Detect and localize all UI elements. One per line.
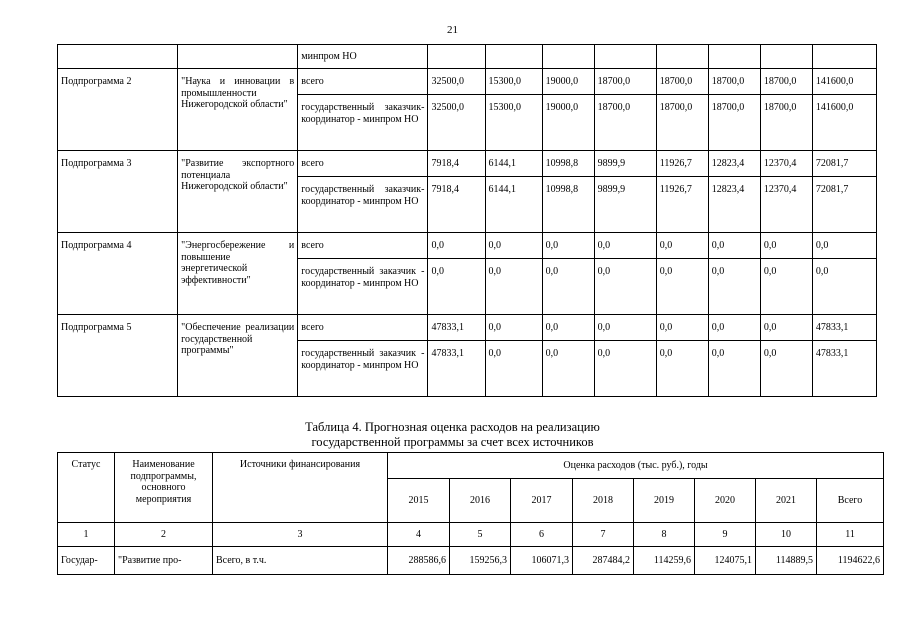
column-number: 7 — [573, 523, 634, 547]
header-status: Статус — [58, 453, 115, 523]
funding-value: 0,0 — [812, 259, 876, 315]
funding-value: 47833,1 — [428, 315, 485, 341]
funding-value: 0,0 — [428, 259, 485, 315]
funding-value: 15300,0 — [485, 69, 542, 95]
funding-value: 0,0 — [485, 259, 542, 315]
header-estimate: Оценка расходов (тыс. руб.), годы — [388, 453, 884, 479]
funding-value: 0,0 — [594, 341, 656, 397]
funding-source: всего — [298, 233, 428, 259]
funding-source: государственный заказчик-координатор - минпром НО — [298, 95, 428, 151]
funding-source: государственный заказчик - координатор - минпром НО — [298, 259, 428, 315]
funding-source: всего — [298, 69, 428, 95]
funding-value: 0,0 — [760, 233, 812, 259]
funding-value: 18700,0 — [656, 95, 708, 151]
column-number: 4 — [388, 523, 450, 547]
header-name: Наименование подпрограммы, основного мероприятия — [115, 453, 213, 523]
first-row-status: Государ- — [58, 547, 115, 575]
funding-value: 0,0 — [708, 315, 760, 341]
funding-value: 0,0 — [485, 341, 542, 397]
funding-value: 0,0 — [594, 259, 656, 315]
funding-source: государственный заказчик-координатор - минпром НО — [298, 177, 428, 233]
column-number: 8 — [634, 523, 695, 547]
funding-value: 18700,0 — [760, 95, 812, 151]
funding-value: 6144,1 — [485, 177, 542, 233]
funding-value: 18700,0 — [594, 95, 656, 151]
funding-value: 18700,0 — [708, 69, 760, 95]
funding-value: 0,0 — [708, 233, 760, 259]
funding-value: 32500,0 — [428, 95, 485, 151]
header-year: 2015 — [388, 479, 450, 523]
header-year: 2021 — [756, 479, 817, 523]
funding-value: 0,0 — [428, 233, 485, 259]
subprogram-status: Подпрограмма 5 — [58, 315, 178, 397]
table4-cost-estimate — [57, 452, 884, 575]
funding-value: 0,0 — [708, 259, 760, 315]
funding-value: 9899,9 — [594, 177, 656, 233]
column-number: 9 — [695, 523, 756, 547]
header-year: 2018 — [573, 479, 634, 523]
first-row-value: 106071,3 — [511, 547, 573, 575]
first-row-value: 159256,3 — [450, 547, 511, 575]
funding-value: 32500,0 — [428, 69, 485, 95]
header-year: 2017 — [511, 479, 573, 523]
first-row-value: 288586,6 — [388, 547, 450, 575]
funding-value: 18700,0 — [656, 69, 708, 95]
funding-value: 0,0 — [760, 259, 812, 315]
funding-value: 0,0 — [542, 341, 594, 397]
column-number: 11 — [817, 523, 884, 547]
funding-value: 18700,0 — [708, 95, 760, 151]
subprogram-status: Подпрограмма 2 — [58, 69, 178, 151]
first-row-value: 124075,1 — [695, 547, 756, 575]
table4-caption-line1: Таблица 4. Прогнозная оценка расходов на реализацию — [305, 420, 600, 434]
header-year: 2019 — [634, 479, 695, 523]
subprogram-total-row — [58, 315, 877, 341]
funding-value: 10998,8 — [542, 177, 594, 233]
funding-value: 72081,7 — [812, 151, 876, 177]
funding-value: 18700,0 — [760, 69, 812, 95]
column-number: 10 — [756, 523, 817, 547]
header-year: 2020 — [695, 479, 756, 523]
funding-value: 0,0 — [656, 341, 708, 397]
subprogram-name: "Обеспечение реализации государственной программы" — [178, 315, 298, 397]
funding-value: 11926,7 — [656, 177, 708, 233]
subprogram-status: Подпрограмма 4 — [58, 233, 178, 315]
subprogram-name: "Энергосбережение и повышение энергетической эффективности" — [178, 233, 298, 315]
funding-value: 0,0 — [656, 259, 708, 315]
header-year: Всего — [817, 479, 884, 523]
funding-value: 10998,8 — [542, 151, 594, 177]
funding-value: 0,0 — [656, 233, 708, 259]
column-number: 6 — [511, 523, 573, 547]
funding-value: 0,0 — [812, 233, 876, 259]
program-funding-table — [57, 44, 877, 397]
funding-value: 0,0 — [485, 233, 542, 259]
funding-value: 0,0 — [760, 315, 812, 341]
funding-value: 0,0 — [542, 233, 594, 259]
subprogram-total-row — [58, 69, 877, 95]
subprogram-name: "Развитие экспортного потенциала Нижегородской области" — [178, 151, 298, 233]
column-number: 5 — [450, 523, 511, 547]
header-sources: Источники финансирования — [213, 453, 388, 523]
funding-source: всего — [298, 151, 428, 177]
funding-value: 0,0 — [594, 233, 656, 259]
first-row-value: 114889,5 — [756, 547, 817, 575]
funding-value: 0,0 — [485, 315, 542, 341]
subprogram-name: "Наука и инновации в промышленности Нижегородской области" — [178, 69, 298, 151]
funding-value: 0,0 — [594, 315, 656, 341]
funding-value: 0,0 — [760, 341, 812, 397]
header-year: 2016 — [450, 479, 511, 523]
carry-over-row — [58, 45, 877, 69]
funding-value: 18700,0 — [594, 69, 656, 95]
funding-value: 7918,4 — [428, 151, 485, 177]
table4-caption-line2: государственной программы за счет всех источников — [311, 435, 594, 449]
funding-value: 141600,0 — [812, 95, 876, 151]
funding-value: 12370,4 — [760, 177, 812, 233]
column-number: 3 — [213, 523, 388, 547]
funding-value: 47833,1 — [428, 341, 485, 397]
column-number: 1 — [58, 523, 115, 547]
first-row-value: 287484,2 — [573, 547, 634, 575]
page-number: 21 — [447, 24, 458, 36]
funding-value: 12823,4 — [708, 177, 760, 233]
funding-value: 47833,1 — [812, 315, 876, 341]
funding-value: 0,0 — [542, 315, 594, 341]
funding-value: 47833,1 — [812, 341, 876, 397]
subprogram-status: Подпрограмма 3 — [58, 151, 178, 233]
funding-source: государственный заказчик - координатор - минпром НО — [298, 341, 428, 397]
carry-over-source: минпром НО — [298, 45, 428, 69]
funding-source: всего — [298, 315, 428, 341]
funding-value: 15300,0 — [485, 95, 542, 151]
funding-value: 141600,0 — [812, 69, 876, 95]
funding-value: 72081,7 — [812, 177, 876, 233]
column-number: 2 — [115, 523, 213, 547]
funding-value: 12823,4 — [708, 151, 760, 177]
subprogram-total-row — [58, 233, 877, 259]
first-row-source: Всего, в т.ч. — [213, 547, 388, 575]
first-row-value: 114259,6 — [634, 547, 695, 575]
first-row-name: "Развитие про- — [115, 547, 213, 575]
funding-value: 0,0 — [542, 259, 594, 315]
funding-value: 9899,9 — [594, 151, 656, 177]
funding-value: 6144,1 — [485, 151, 542, 177]
funding-value: 0,0 — [656, 315, 708, 341]
funding-value: 7918,4 — [428, 177, 485, 233]
funding-value: 11926,7 — [656, 151, 708, 177]
funding-value: 19000,0 — [542, 69, 594, 95]
first-row-value: 1194622,6 — [817, 547, 884, 575]
funding-value: 0,0 — [708, 341, 760, 397]
funding-value: 19000,0 — [542, 95, 594, 151]
funding-value: 12370,4 — [760, 151, 812, 177]
subprogram-total-row — [58, 151, 877, 177]
